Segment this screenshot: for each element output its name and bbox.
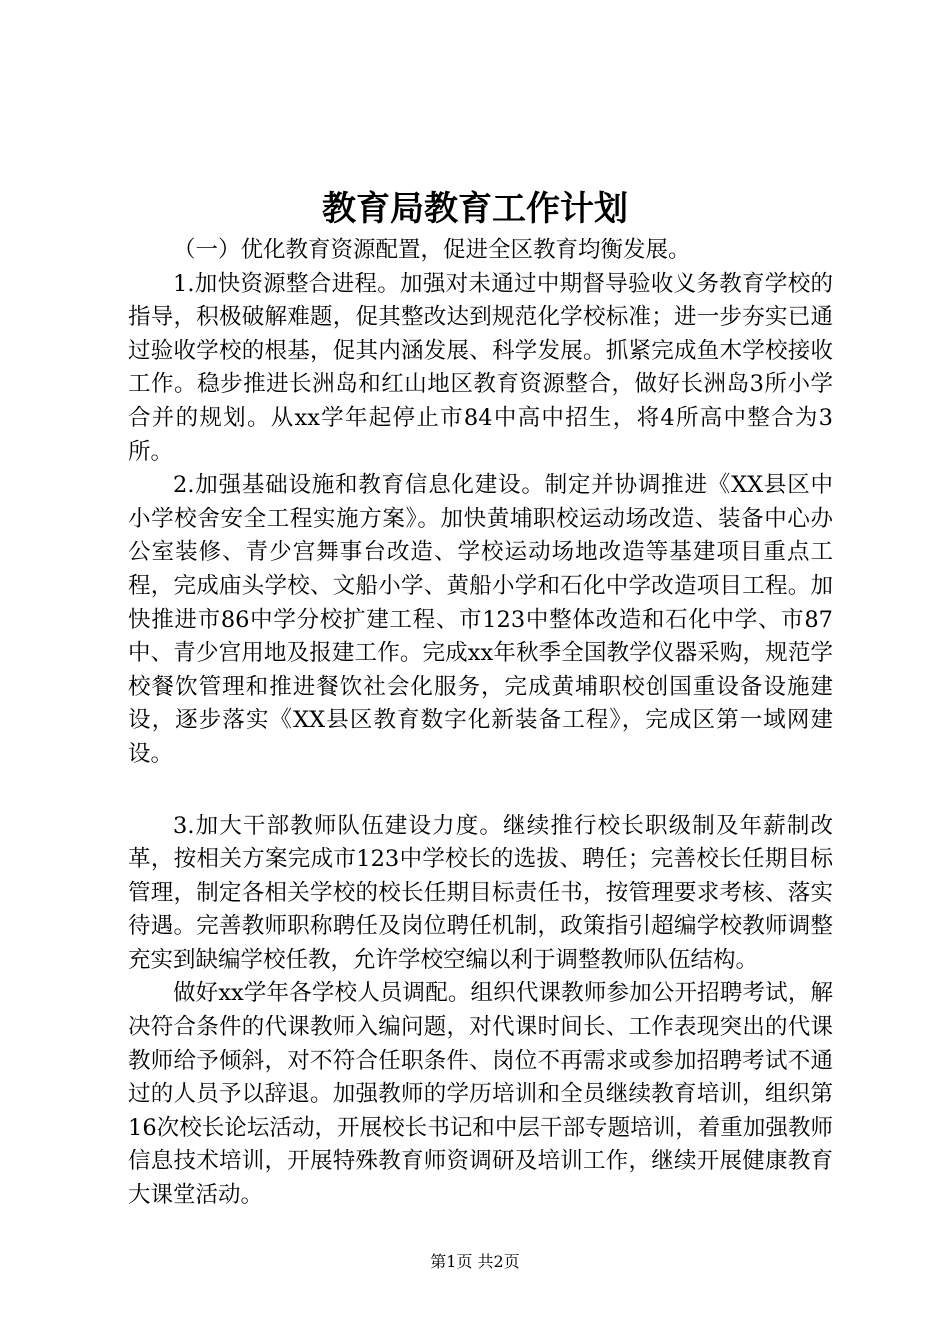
- document-body: [128, 234, 833, 1213]
- document-title: 教育局教育工作计划: [322, 189, 628, 229]
- body-paragraph-staffing: 做好xx学年各学校人员调配。组织代课教师参加公开招聘考试，解决符合条件的代课教师入编问题，对代课时间长、工作表现突出的代课教师给予倾斜，对不符合任职条件、岗位不再需求或参加招聘考试不通过的人员予以辞退。加强教师的学历培训和全员继续教育培训，组织第16次校长论坛活动，开展校长书记和中层干部专题培训，着重加强教师信息技术培训，开展特殊教育师资调研及培训工作，继续开展健康教育大课堂活动。: [128, 980, 833, 1209]
- page-footer: 第1页 共2页: [430, 1252, 520, 1271]
- body-paragraph-teacher-team: 3.加大干部教师队伍建设力度。继续推行校长职级制及年薪制改革，按相关方案完成市123中学校长的选拔、聘任；完善校长任期目标管理，制定各相关学校的校长任期目标责任书，按管理要求考核、落实待遇。完善教师职称聘任及岗位聘任机制，政策指引超编学校教师调整充实到缺编学校任教，允许学校空编以利于调整教师队伍结构。: [128, 812, 833, 973]
- section-heading-paragraph: （一）优化教育资源配置，促进全区教育均衡发展。: [173, 237, 691, 263]
- paragraph-spacer: [128, 772, 833, 810]
- body-paragraph-resource-integration: 1.加快资源整合进程。加强对未通过中期督导验收义务教育学校的指导，积极破解难题，促其整改达到规范化学校标准；进一步夯实已通过验收学校的根基，促其内涵发展、科学发展。抓紧完成鱼木学校接收工作。稳步推进长洲岛和红山地区教育资源整合，做好长洲岛3所小学合并的规划。从xx学年起停止市84中高中招生，将4所高中整合为3所。: [128, 270, 833, 465]
- body-paragraph-infrastructure: 2.加强基础设施和教育信息化建设。制定并协调推进《XX县区中小学校舍安全工程实施方案》。加快黄埔职校运动场改造、装备中心办公室装修、青少宫舞事台改造、学校运动场地改造等基建项目重点工程，完成庙头学校、文船小学、黄船小学和石化中学改造项目工程。加快推进市86中学分校扩建工程、市123中整体改造和石化中学、市87中、青少宫用地及报建工作。完成xx年秋季全国教学仪器采购，规范学校餐饮管理和推进餐饮社会化服务，完成黄埔职校创国重设备设施建设，逐步落实《XX县区教育数字化新装备工程》，完成区第一域网建设。: [128, 472, 833, 767]
